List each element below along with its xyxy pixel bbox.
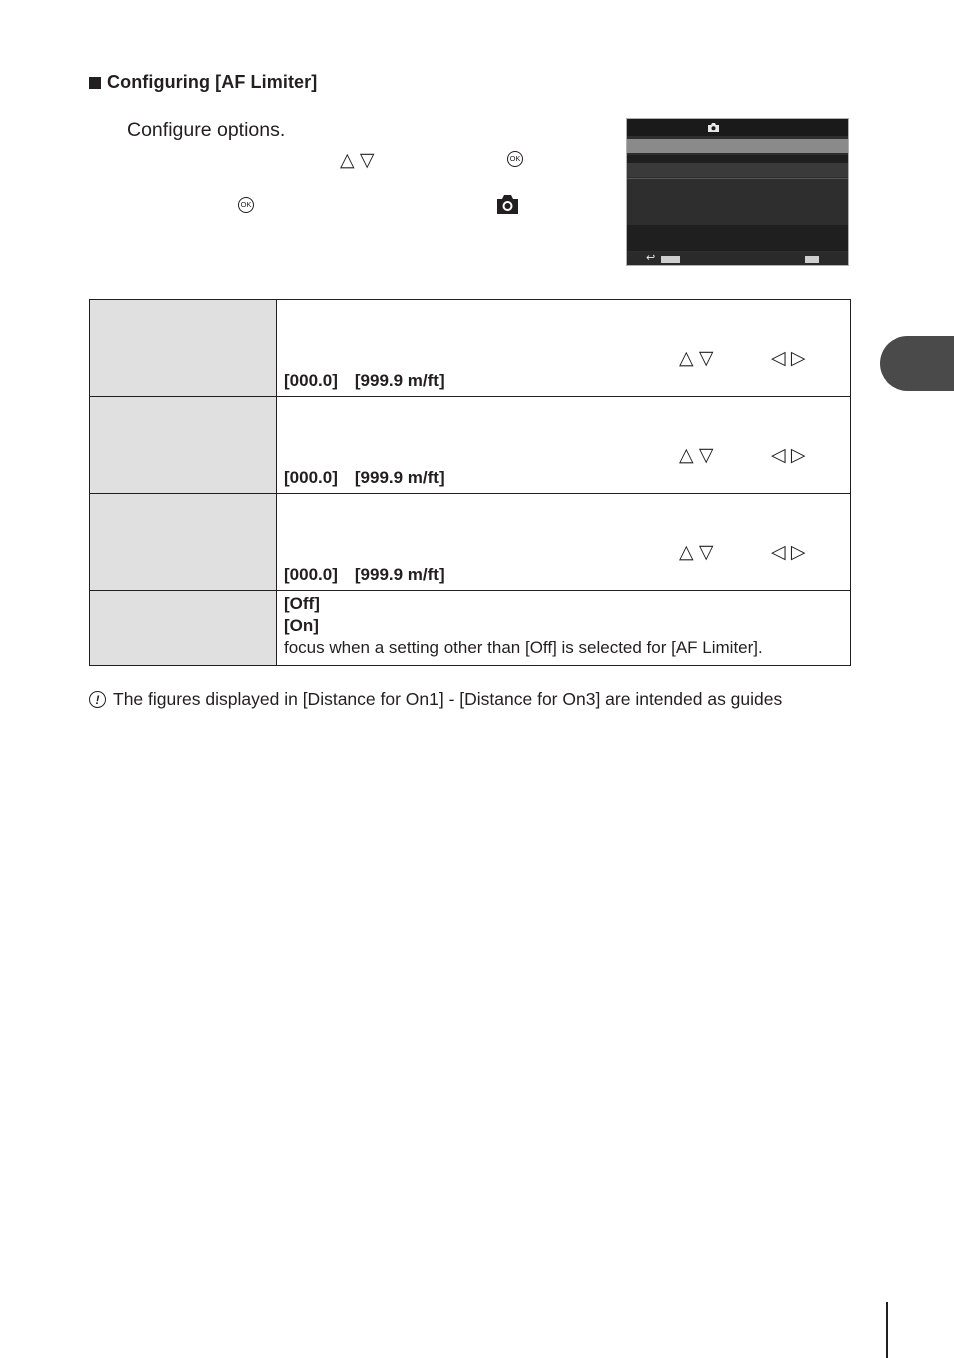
distance-range — [284, 371, 445, 391]
caution-note-text: The figures displayed in [Distance for On1] - [Distance for On3] are intended as guides — [113, 689, 783, 709]
option-description-cell — [277, 300, 851, 397]
caution-icon: ! — [89, 691, 106, 708]
caution-note — [89, 689, 782, 710]
left-right-arrows-icon: ◁ ▷ — [771, 445, 806, 466]
step-instruction: Configure options. — [127, 119, 286, 141]
option-description-cell — [277, 494, 851, 591]
option-label-cell — [90, 397, 277, 494]
section-heading — [89, 72, 317, 93]
screen-menu-item — [627, 225, 848, 251]
ok-button-icon: OK — [238, 197, 254, 213]
table-row — [90, 494, 851, 591]
distance-range — [284, 565, 445, 585]
up-down-arrows-icon: △ ▽ — [679, 348, 714, 369]
table-row — [90, 397, 851, 494]
filled-square-icon — [89, 77, 101, 89]
ok-button-icon: OK — [507, 151, 523, 167]
chapter-tab — [880, 336, 954, 391]
option-description-cell — [277, 591, 851, 666]
back-key-label — [661, 256, 680, 263]
range-min: [000.0] — [284, 565, 338, 584]
option-description-cell — [277, 397, 851, 494]
screen-camera-icon — [708, 123, 719, 132]
table-row — [90, 300, 851, 397]
distance-range — [284, 468, 445, 488]
back-icon: ↩ — [646, 252, 656, 264]
screen-selected-item — [627, 139, 848, 153]
range-max: [999.9 m/ft] — [354, 565, 445, 584]
screen-divider — [627, 178, 848, 179]
page-number-rule — [886, 1302, 888, 1358]
ok-key-label — [805, 256, 819, 263]
range-min: [000.0] — [284, 468, 338, 487]
option-label-cell — [90, 494, 277, 591]
camera-screen — [626, 118, 849, 266]
screen-menu-item — [627, 163, 848, 177]
option-description: focus when a setting other than [Off] is selected for [AF Limiter]. — [284, 638, 763, 657]
range-max: [999.9 m/ft] — [354, 371, 445, 390]
left-right-arrows-icon: ◁ ▷ — [771, 542, 806, 563]
table-row — [90, 591, 851, 666]
option-label-cell — [90, 591, 277, 666]
screen-footer — [627, 252, 848, 266]
up-down-arrows-icon: △ ▽ — [679, 542, 714, 563]
range-min: [000.0] — [284, 371, 338, 390]
screen-title-bar — [627, 119, 848, 136]
option-label-cell — [90, 300, 277, 397]
option-on: [On] — [284, 616, 319, 635]
section-heading-text: Configuring [AF Limiter] — [107, 72, 318, 92]
left-right-arrows-icon: ◁ ▷ — [771, 348, 806, 369]
af-limiter-options-table — [89, 299, 851, 666]
range-max: [999.9 m/ft] — [354, 468, 445, 487]
up-down-arrows-icon: △ ▽ — [340, 150, 375, 171]
camera-icon — [495, 194, 520, 220]
option-off: [Off] — [284, 594, 320, 613]
screen-menu-item — [627, 155, 848, 163]
up-down-arrows-icon: △ ▽ — [679, 445, 714, 466]
